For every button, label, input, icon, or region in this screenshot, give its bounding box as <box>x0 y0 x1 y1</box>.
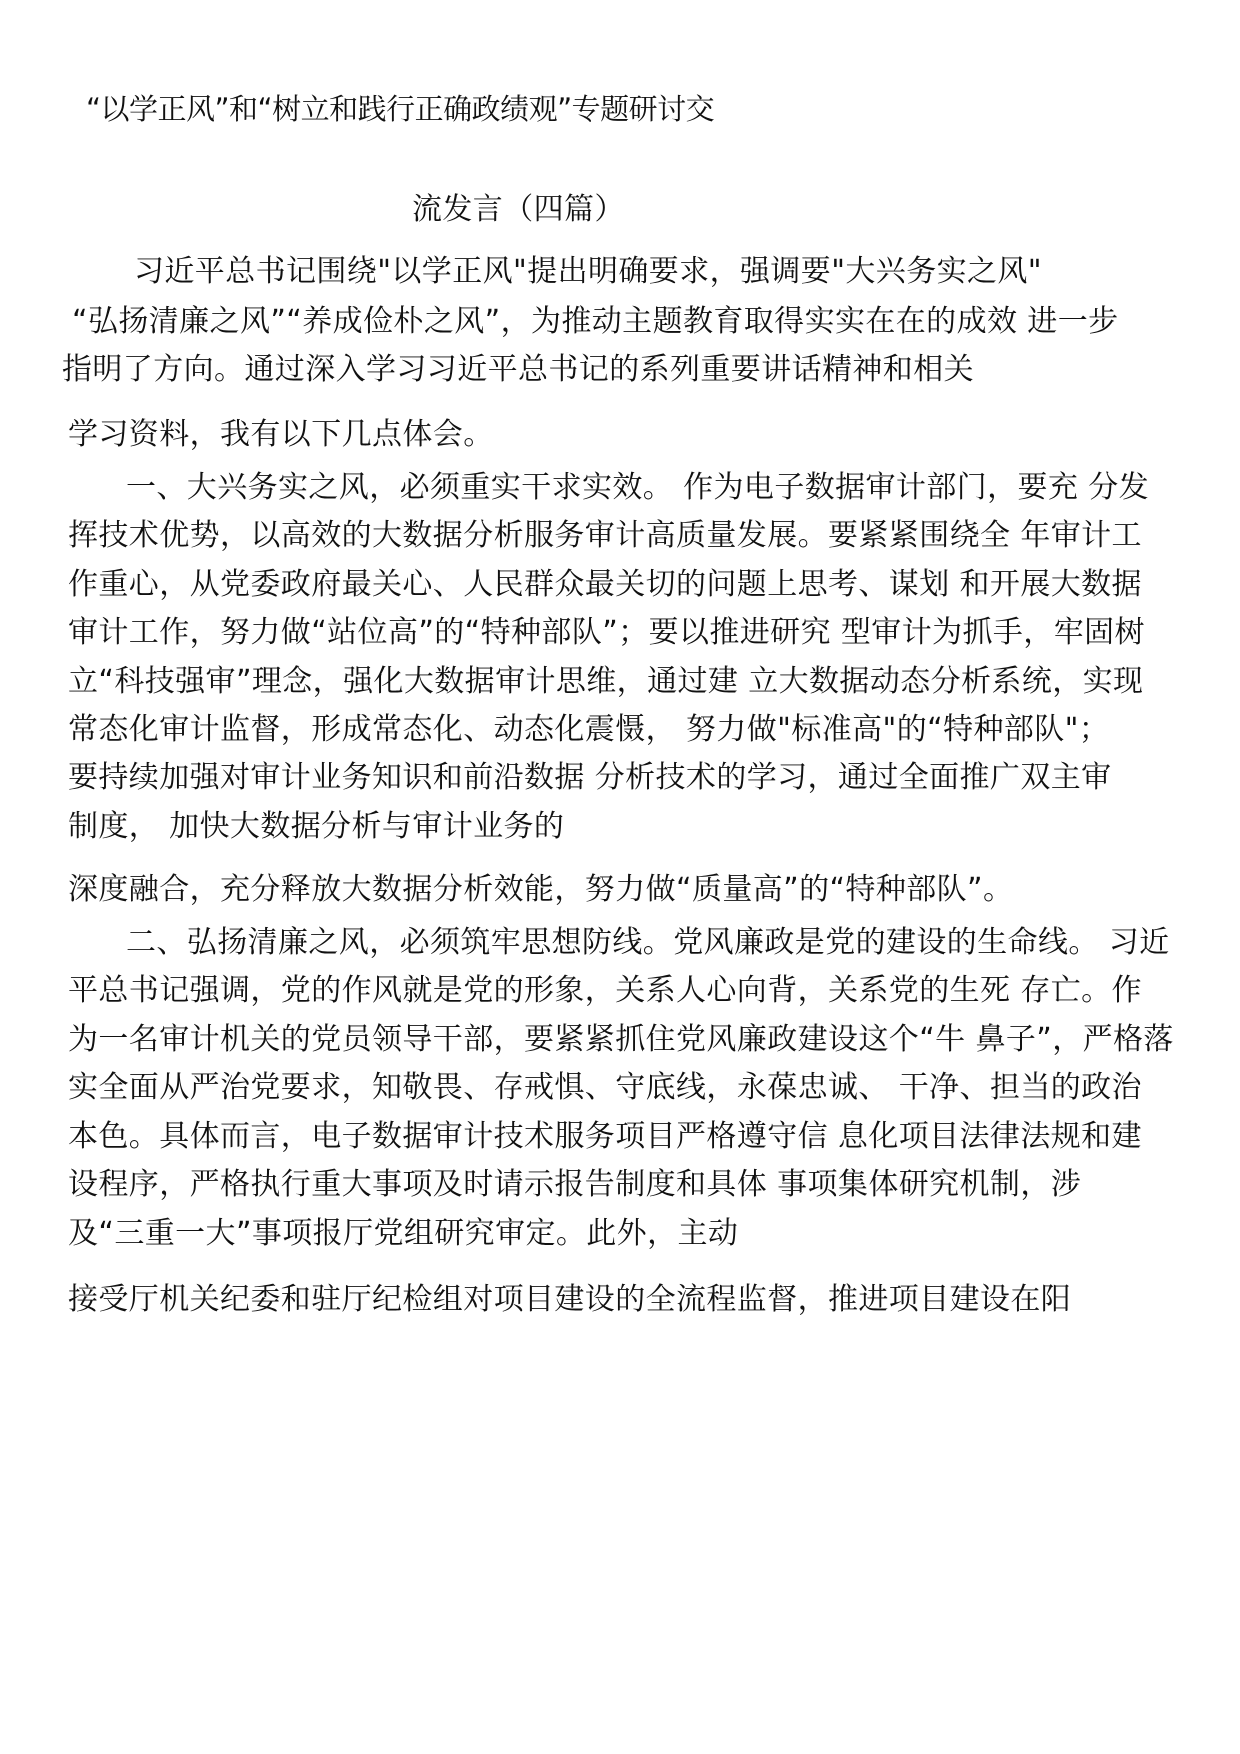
section-2-line-2: 平总书记强调，党的作风就是党的形象，关系人心向背，关系党的生死 存亡。作 <box>68 973 1142 1008</box>
section-2-line-4: 实全面从严治党要求，知敬畏、存戒惧、守底线，永葆忠诚、 干净、担当的政治 <box>68 1070 1142 1105</box>
section-2-line-3: 为一名审计机关的党员领导干部，要紧紧抓住党风廉政建设这个“牛 鼻子”，严格落 <box>68 1022 1174 1057</box>
document-title-line-1: “以学正风”和“树立和践行正确政绩观”专题研讨交 <box>86 92 715 126</box>
section-1-line-9: 深度融合，充分释放大数据分析效能，努力做“质量高”的“特种部队”。 <box>68 872 1014 907</box>
intro-line-3: 指明了方向。通过深入学习习近平总书记的系列重要讲话精神和相关 <box>62 352 974 387</box>
section-2-line-5: 本色。具体而言，电子数据审计技术服务项目严格遵守信 息化项目法律法规和建 <box>68 1119 1142 1154</box>
intro-line-4: 学习资料，我有以下几点体会。 <box>68 417 494 452</box>
document-title-line-2: 流发言（四篇） <box>412 192 625 227</box>
intro-line-2: “弘扬清廉之风”“养成俭朴之风”，为推动主题教育取得实实在在的成效 进一步 <box>72 304 1119 339</box>
section-2-line-1: 二、弘扬清廉之风，必须筑牢思想防线。党风廉政是党的建设的生命线。 习近 <box>126 925 1170 960</box>
section-2-line-8: 接受厅机关纪委和驻厅纪检组对项目建设的全流程监督，推进项目建设在阳 <box>68 1282 1072 1317</box>
section-1-line-3: 作重心，从党委政府最关心、人民群众最关切的问题上思考、谋划 和开展大数据 <box>68 567 1142 602</box>
section-2-line-6: 设程序，严格执行重大事项及时请示报告制度和具体 事项集体研究机制，涉 <box>68 1167 1082 1202</box>
section-1-line-2: 挥技术优势，以高效的大数据分析服务审计高质量发展。要紧紧围绕全 年审计工 <box>68 518 1142 553</box>
section-1-line-4: 审计工作，努力做“站位高”的“特种部队”；要以推进研究 型审计为抓手，牢固树 <box>68 615 1145 650</box>
section-1-line-7: 要持续加强对审计业务知识和前沿数据 分析技术的学习，通过全面推广双主审 <box>68 760 1112 795</box>
section-1-line-6: 常态化审计监督，形成常态化、动态化震慑， 努力做"标准高"的“特种部队"； <box>68 712 1110 747</box>
section-1-line-1: 一、大兴务实之风，必须重实干求实效。 作为电子数据审计部门，要充 分发 <box>126 470 1150 505</box>
section-1-line-8: 制度， 加快大数据分析与审计业务的 <box>68 809 565 844</box>
section-1-line-5: 立“科技强审”理念，强化大数据审计思维，通过建 立大数据动态分析系统，实现 <box>68 664 1144 699</box>
intro-line-1: 习近平总书记围绕"以学正风"提出明确要求，强调要"大兴务实之风" <box>134 254 1042 289</box>
section-2-line-7: 及“三重一大”事项报厅党组研究审定。此外，主动 <box>68 1216 739 1251</box>
